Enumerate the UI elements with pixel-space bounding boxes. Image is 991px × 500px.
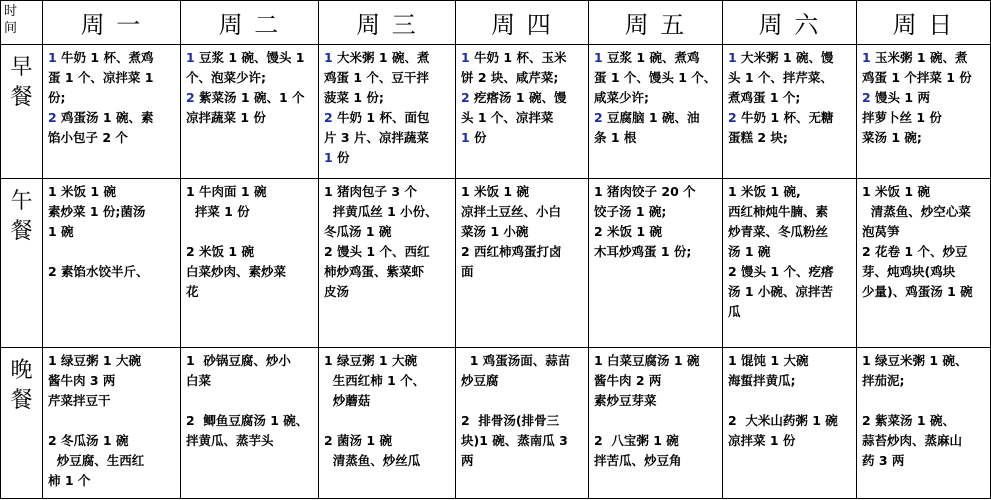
menu-line [862,391,986,411]
menu-line: 拌黄瓜丝 1 小份、 [324,204,438,219]
menu-line: 白菜炒肉、素炒菜 [186,264,287,279]
menu-line: 拌黄瓜、蒸芋头 [186,433,274,448]
menu-line: 2 米饭 1 碗 [186,244,254,259]
menu-line: 炒青菜、冬瓜粉丝 [728,224,829,239]
menu-cell [319,179,456,348]
menu-line: 菜汤 1 碗; [862,130,922,145]
menu-line: 炒蘑菇 [324,393,371,408]
menu-line: 木耳炒鸡蛋 1 份; [594,244,692,259]
menu-line: 芽、炖鸡块(鸡块 [862,264,956,279]
menu-line: 清蒸鱼、炒丝瓜 [324,453,421,468]
menu-line: 2 排骨汤(排骨三 [461,413,560,428]
menu-line: 酱牛肉 2 两 [594,373,662,388]
menu-line: 两 [461,453,474,468]
menu-cell [857,45,991,179]
menu-cell [589,348,723,499]
menu-line: 1 绿豆粥 1 大碗 [324,353,417,368]
menu-line: 拌萝卜丝 1 份 [862,110,942,125]
day-header: 周 二 [181,1,319,45]
menu-line: 馅小包子 2 个 [48,130,128,145]
menu-line: 1 碗 [48,224,74,239]
menu-line: 汤 1 小碗、凉拌苦 [728,284,833,299]
menu-line: 炒豆腐、生西红 [48,453,145,468]
menu-cell [43,45,181,179]
menu-line: 蛋 1 个、馒头 1 个、 [594,70,717,85]
menu-line [48,242,176,262]
menu-line: 汤 1 碗 [728,244,771,259]
meal-label-char: 餐 [10,85,33,110]
corner-label-line2: 间 [4,21,18,36]
menu-line: 凉拌蔬菜 1 份 [186,110,266,125]
header-row [1,1,991,45]
menu-line: 1 米饭 1 碗 [48,184,116,199]
menu-line: 2 牛奶 1 杯、无糖 [728,110,834,125]
menu-line: 头 1 个、拌芹菜、 [728,70,833,85]
day-header: 周 三 [319,1,456,45]
menu-line: 1 米饭 1 碗 [461,184,529,199]
menu-line: 1 大米粥 1 碗、煮 [324,50,430,65]
meal-row [1,348,991,499]
menu-line [186,222,314,242]
menu-line: 药 3 两 [862,453,905,468]
menu-cell [319,348,456,499]
menu-line: 1 白菜豆腐汤 1 碗 [594,353,700,368]
menu-line: 芹菜拌豆干 [48,393,111,408]
menu-line: 1 馄饨 1 大碗 [728,353,809,368]
meal-label [1,45,43,179]
menu-line: 拌菜 1 份 [186,204,250,219]
menu-line: 生西红柿 1 个、 [324,373,426,388]
menu-cell [319,45,456,179]
meal-row [1,179,991,348]
menu-line: 2 西红柿鸡蛋打卤 [461,244,562,259]
menu-line: 2 馒头 1 个、西红 [324,244,430,259]
menu-line: 炒豆腐 [461,373,499,388]
menu-line: 拌茄泥; [862,373,905,388]
menu-line: 1 米饭 1 碗 [862,184,930,199]
meal-label [1,348,43,499]
menu-line: 鸡蛋 1 个拌菜 1 份 [862,70,972,85]
menu-line: 片 3 片、凉拌蔬菜 [324,130,429,145]
menu-line: 素炒豆芽菜 [594,393,657,408]
meal-label-char: 餐 [10,219,33,244]
menu-line: 蛋 1 个、凉拌菜 1 [48,70,154,85]
menu-line: 冬瓜汤 1 碗 [324,224,392,239]
menu-line: 2 鲫鱼豆腐汤 1 碗、 [186,413,309,428]
menu-line: 瓜 [728,304,741,319]
meal-label-char: 晚 [10,358,33,383]
meal-label-char: 餐 [10,388,33,413]
menu-cell [181,45,319,179]
meal-row [1,45,991,179]
menu-line: 泡莴笋 [862,224,900,239]
menu-line: 菜汤 1 小碗 [461,224,529,239]
menu-line: 2 牛奶 1 杯、面包 [324,110,430,125]
menu-line: 柿炒鸡蛋、紫菜虾 [324,264,425,279]
menu-line: 1 绿豆粥 1 大碗 [48,353,141,368]
menu-line: 2 冬瓜汤 1 碗 [48,433,129,448]
menu-cell [857,179,991,348]
menu-cell [456,45,589,179]
menu-line: 1 玉米粥 1 碗、煮 [862,50,968,65]
menu-line: 2 素馅水饺半斤、 [48,264,149,279]
menu-cell [857,348,991,499]
menu-line: 煮鸡蛋 1 个; [728,90,801,105]
menu-line: 鸡蛋 1 个、豆干拌 [324,70,429,85]
menu-line: 饼 2 块、咸芹菜; [461,70,559,85]
menu-line: 2 馒头 1 个、疙瘩 [728,264,834,279]
menu-line: 2 鸡蛋汤 1 碗、素 [48,110,154,125]
menu-cell [43,179,181,348]
menu-line: 1 米饭 1 碗, [728,184,801,199]
menu-line: 1 份 [324,150,350,165]
day-header: 周 一 [43,1,181,45]
menu-cell [181,179,319,348]
menu-cell [723,45,857,179]
menu-line: 菠菜 1 份; [324,90,384,105]
menu-line [324,411,451,431]
menu-line: 酱牛肉 3 两 [48,373,116,388]
menu-line [594,411,718,431]
menu-line: 面 [461,264,474,279]
menu-line [48,411,176,431]
menu-line: 饺子汤 1 碗; [594,204,667,219]
menu-line: 咸菜少许; [594,90,649,105]
menu-line [461,391,584,411]
menu-line: 蛋糕 2 块; [728,130,788,145]
menu-cell [723,348,857,499]
menu-line: 1 鸡蛋汤面、蒜苗 [461,353,571,368]
menu-line: 2 菌汤 1 碗 [324,433,392,448]
menu-line: 1 砂锅豆腐、炒小 [186,353,291,368]
menu-line: 1 绿豆米粥 1 碗、 [862,353,968,368]
menu-line [186,391,314,411]
menu-line: 花 [186,284,199,299]
menu-line: 1 豆浆 1 碗、馒头 1 [186,50,305,65]
menu-line: 1 大米粥 1 碗、馒 [728,50,834,65]
menu-line: 1 牛奶 1 杯、煮鸡 [48,50,154,65]
menu-line: 2 米饭 1 碗 [594,224,662,239]
menu-cell [181,348,319,499]
menu-line: 2 豆腐脑 1 碗、油 [594,110,700,125]
menu-line: 2 紫菜汤 1 碗、 [862,413,955,428]
day-header: 周 五 [589,1,723,45]
menu-line: 白菜 [186,373,212,388]
menu-cell [723,179,857,348]
menu-line: 凉拌土豆丝、小白 [461,204,562,219]
menu-line: 2 馒头 1 两 [862,90,930,105]
menu-line: 2 紫菜汤 1 碗、1 个 [186,90,305,105]
day-header: 周 六 [723,1,857,45]
menu-line: 蒜苔炒肉、蒸麻山 [862,433,963,448]
corner-header [1,1,43,45]
menu-line: 1 豆浆 1 碗、煮鸡 [594,50,700,65]
menu-line: 块)1 碗、蒸南瓜 3 [461,433,568,448]
menu-line: 2 花卷 1 个、炒豆 [862,244,968,259]
menu-line: 拌苦瓜、炒豆角 [594,453,682,468]
day-header: 周 日 [857,1,991,45]
menu-line: 1 猪肉饺子 20 个 [594,184,696,199]
menu-line: 头 1 个、凉拌菜 [461,110,554,125]
meal-label [1,179,43,348]
menu-line: 皮汤 [324,284,350,299]
menu-cell [456,179,589,348]
menu-line: 条 1 根 [594,130,637,145]
meal-label-char: 早 [10,55,33,80]
menu-cell [43,348,181,499]
menu-line: 个、泡菜少许; [186,70,266,85]
menu-line: 素炒菜 1 份;菌汤 [48,204,146,219]
menu-cell [589,179,723,348]
menu-line: 少量)、鸡蛋汤 1 碗 [862,284,973,299]
menu-line: 2 疙瘩汤 1 碗、馒 [461,90,567,105]
menu-line: 2 八宝粥 1 碗 [594,433,679,448]
menu-line: 凉拌菜 1 份 [728,433,796,448]
menu-line: 海蜇拌黄瓜; [728,373,796,388]
meal-label-char: 午 [10,189,33,214]
menu-line [728,391,852,411]
day-header: 周 四 [456,1,589,45]
menu-line: 清蒸鱼、炒空心菜 [862,204,971,219]
menu-cell [589,45,723,179]
menu-line: 1 牛奶 1 杯、玉米 [461,50,567,65]
menu-line: 1 猪肉包子 3 个 [324,184,417,199]
corner-label-line1: 时 [4,4,18,19]
menu-line: 2 大米山药粥 1 碗 [728,413,838,428]
menu-line: 份; [48,90,66,105]
menu-line: 柿 1 个 [48,473,91,488]
menu-line: 西红柿炖牛腩、素 [728,204,829,219]
menu-cell [456,348,589,499]
menu-line: 1 份 [461,130,487,145]
menu-line: 1 牛肉面 1 碗 [186,184,267,199]
